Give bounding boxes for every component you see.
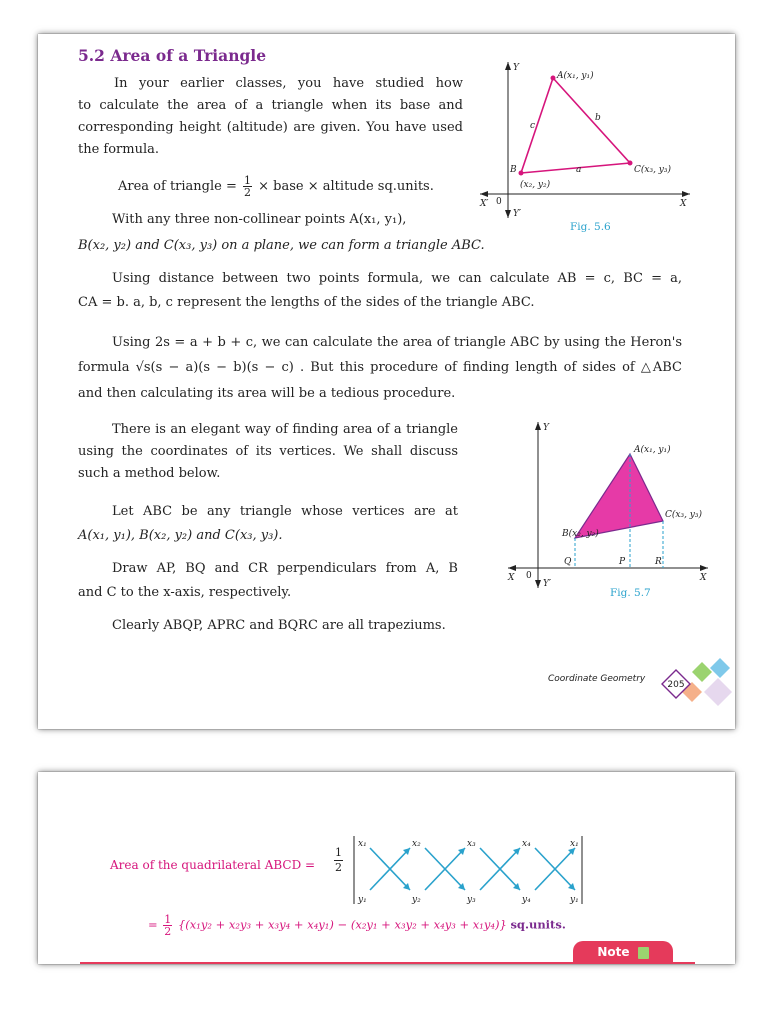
note-label: Note xyxy=(597,945,630,959)
label-c: C(x₃, y₃) xyxy=(634,165,672,175)
elegant-line: using the coordinates of its vertices. We shall discuss xyxy=(78,444,458,459)
fig-5-6-caption: Fig. 5.6 xyxy=(570,221,611,233)
matrix-bottom-entry: y₄ xyxy=(522,895,531,905)
note-tab xyxy=(573,941,673,963)
intro-line: to calculate the area of a triangle when its base and xyxy=(78,98,463,113)
y-arrow-down-icon xyxy=(505,210,511,218)
fraction-denominator: 2 xyxy=(244,186,252,199)
heron-line-1: Using 2s = a + b + c, we can calculate the area of triangle ABC by using the Heron's xyxy=(112,335,682,350)
matrix-bottom-entry: y₂ xyxy=(412,895,421,905)
label-r: R xyxy=(655,557,662,567)
intro-line: In your earlier classes, you have studied how xyxy=(114,76,463,91)
label-x-left: X xyxy=(508,573,515,583)
label-y-prime: Y′ xyxy=(543,579,551,589)
label-y: Y xyxy=(543,423,549,433)
textbook-page-205 xyxy=(38,34,735,729)
triangle-abc-filled xyxy=(575,454,663,538)
distance-line-1: Using distance between two points formula, we can calculate AB = c, BC = a, xyxy=(112,271,682,286)
label-q: Q xyxy=(564,557,572,567)
result-units: sq.units. xyxy=(510,917,566,932)
label-side-b: b xyxy=(595,113,601,123)
figure-5-6 xyxy=(458,48,718,238)
result-fraction xyxy=(163,914,172,937)
label-p: P xyxy=(619,557,626,567)
formula-left: Area of triangle = xyxy=(118,179,237,194)
result-expression: {(x₁y₂ + x₂y₃ + x₃y₄ + x₄y₁) − (x₂y₁ + x₃y₂ + x₄y₃ + x₁y₄)} xyxy=(177,917,507,932)
shoelace-determinant xyxy=(348,832,588,907)
shoelace-result: = $\frac{1}{2}$ {(x₁y₂ + x₂y₃ + x₃y₄ + x₄y₁) − (x₂y₁ + x₃y₂ + x₄y₃ + x₁y₄)} sq.units. xyxy=(148,913,566,938)
label-side-a: a xyxy=(576,165,582,175)
label-x: X xyxy=(680,199,687,209)
matrix-bottom-entry: y₁ xyxy=(358,895,367,905)
x-arrow-right-icon xyxy=(700,565,708,571)
label-y-prime: Y′ xyxy=(513,209,521,219)
matrix-top-entry: x₂ xyxy=(412,839,421,849)
intro-line: the formula. xyxy=(78,142,160,157)
half-fraction xyxy=(334,846,343,875)
label-origin: 0 xyxy=(496,197,502,207)
intro-line: corresponding height (altitude) are given. You have used xyxy=(78,120,463,135)
label-b-coord: (x₂, y₂) xyxy=(520,180,551,190)
label-x-prime: X′ xyxy=(480,199,489,209)
heron-line-2: formula √s(s − a)(s − b)(s − c) . But this procedure of finding length of sides of △ABC xyxy=(78,360,682,375)
trapezium-line: Clearly ABQP, APRC and BQRC are all trapeziums. xyxy=(112,618,446,633)
textbook-page-fragment xyxy=(38,772,735,964)
x-arrow-left-icon xyxy=(508,565,516,571)
heron-line-3: and then calculating its area will be a tedious procedure. xyxy=(78,386,456,401)
figure-5-7 xyxy=(458,418,718,598)
matrix-top-entry: x₁ xyxy=(358,839,367,849)
vertex-a xyxy=(551,76,556,81)
matrix-bottom-entry: y₃ xyxy=(467,895,476,905)
result-denominator: 2 xyxy=(164,925,172,938)
matrix-bottom-entry: y₁ xyxy=(570,895,579,905)
label-x: X xyxy=(700,573,707,583)
label-c: C(x₃, y₃) xyxy=(665,510,703,520)
label-b: B(x₂, y₂) xyxy=(562,529,599,539)
label-a: A(x₁, y₁) xyxy=(557,71,594,81)
matrix-top-entry: x₃ xyxy=(467,839,476,849)
fig-5-7-caption: Fig. 5.7 xyxy=(610,587,651,598)
x-arrow-left-icon xyxy=(480,191,488,197)
vertices-line-1: Let ABC be any triangle whose vertices are at xyxy=(112,504,458,519)
area-formula xyxy=(118,175,434,198)
x-arrow-right-icon xyxy=(682,191,690,197)
formula-fraction xyxy=(243,175,252,198)
perpendicular-line-2: and C to the x-axis, respectively. xyxy=(78,585,292,600)
half-denominator: 2 xyxy=(335,861,342,874)
triangle-abc xyxy=(521,78,630,173)
vertices-line-2: A(x₁, y₁), B(x₂, y₂) and C(x₃, y₃). xyxy=(78,528,283,543)
page-number: 205 xyxy=(667,680,685,690)
perpendicular-line-1: Draw AP, BQ and CR perpendiculars from A, B xyxy=(112,561,458,576)
noncollinear-line-2: B(x₂, y₂) and C(x₃, y₃) on a plane, we can form a triangle ABC. xyxy=(78,238,485,253)
noncollinear-line-1: With any three non-collinear points A(x₁, y₁), xyxy=(112,212,407,227)
label-b: B xyxy=(510,165,517,175)
elegant-line: such a method below. xyxy=(78,466,221,481)
label-y: Y xyxy=(513,63,519,73)
formula-right: × base × altitude sq.units. xyxy=(258,179,434,194)
elegant-paragraph xyxy=(78,419,458,485)
vertex-b xyxy=(519,171,524,176)
quadrilateral-label: Area of the quadrilateral ABCD = xyxy=(110,858,316,872)
label-side-c: c xyxy=(530,121,536,131)
green-diamond-icon xyxy=(692,662,712,682)
distance-line-2: CA = b. a, b, c represent the lengths of the sides of the triangle ABC. xyxy=(78,295,535,310)
fraction-numerator: 1 xyxy=(244,174,252,187)
chapter-footer-label: Coordinate Geometry xyxy=(548,674,646,684)
note-divider xyxy=(80,962,695,964)
page-number-badge xyxy=(648,654,735,714)
matrix-top-entry: x₄ xyxy=(522,839,531,849)
vertex-c xyxy=(628,161,633,166)
intro-paragraph xyxy=(78,73,463,161)
label-a: A(x₁, y₁) xyxy=(634,445,671,455)
lavender-diamond-icon xyxy=(704,678,732,706)
elegant-line: There is an elegant way of finding area of a triangle xyxy=(112,422,458,437)
note-icon xyxy=(638,947,649,959)
label-origin: 0 xyxy=(526,571,532,581)
y-arrow-up-icon xyxy=(505,62,511,70)
half-numerator: 1 xyxy=(335,846,342,859)
matrix-top-entry: x₁ xyxy=(570,839,579,849)
result-numerator: 1 xyxy=(164,913,172,926)
blue-diamond-icon xyxy=(710,658,730,678)
y-arrow-up-icon xyxy=(535,422,541,430)
y-arrow-down-icon xyxy=(535,580,541,588)
section-title: 5.2 Area of a Triangle xyxy=(78,46,267,65)
